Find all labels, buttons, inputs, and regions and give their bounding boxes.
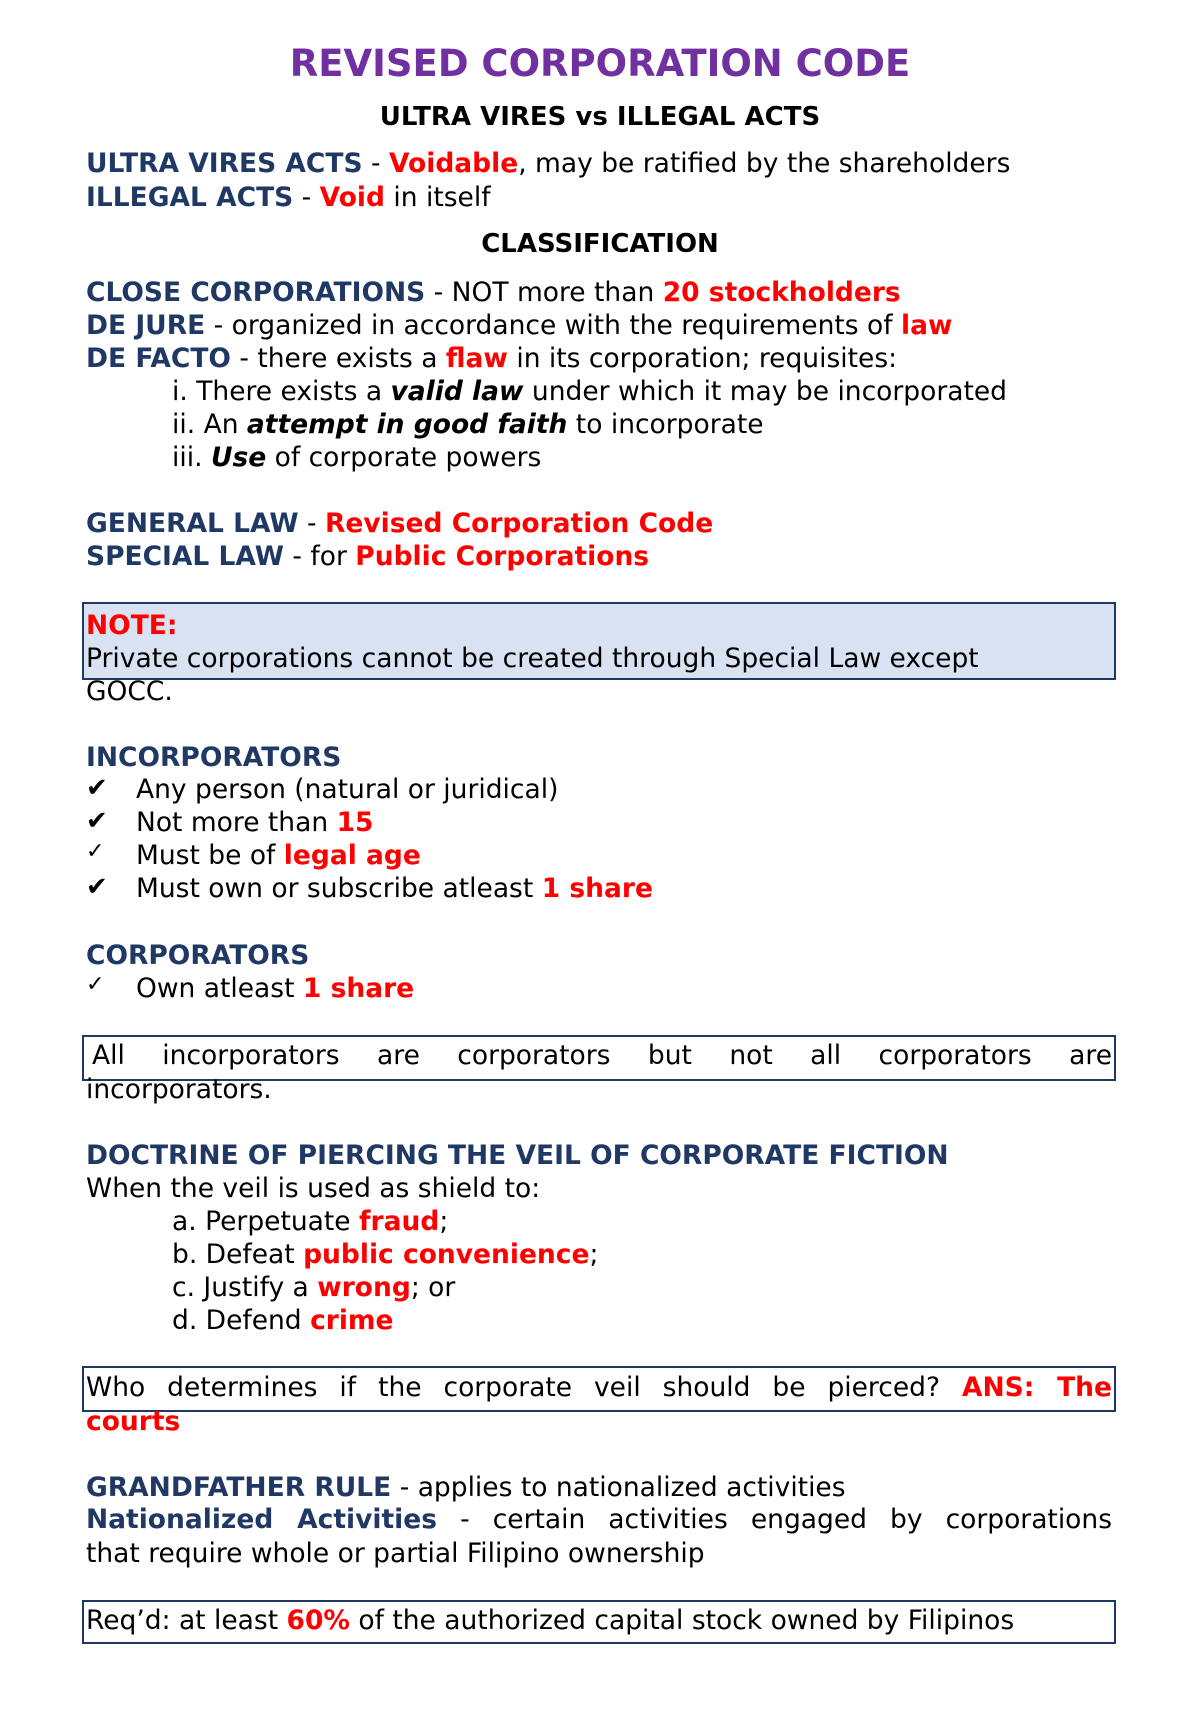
requisite-item: iii. Use of corporate powers	[172, 442, 542, 473]
list-item: Must be of legal age	[136, 840, 421, 871]
list-item: Own atleast 1 share	[136, 973, 415, 1004]
piercing-intro: When the veil is used as shield to:	[86, 1173, 541, 1204]
reqd-line: Req’d: at least 60% of the authorized capital stock owned by Filipinos	[86, 1605, 1015, 1636]
list-item: Not more than 15	[136, 807, 374, 838]
nationalized-activities-line: that require whole or partial Filipino ownership	[86, 1538, 705, 1569]
de-jure-line: DE JURE - organized in accordance with the requirements of law	[86, 310, 953, 341]
piercing-note-answer: courts	[86, 1406, 181, 1437]
incorporators-heading: INCORPORATORS	[86, 742, 342, 773]
ultra-vires-heading: ULTRA VIRES vs ILLEGAL ACTS	[379, 102, 821, 132]
corporators-heading: CORPORATORS	[86, 940, 310, 971]
requisite-item: ii. An attempt in good faith to incorporate	[172, 409, 764, 440]
check-icon: ✓	[86, 839, 105, 864]
list-item: Any person (natural or juridical)	[136, 774, 559, 805]
piercing-item: c. Justify a wrong; or	[172, 1272, 456, 1303]
key: Voidable	[388, 148, 519, 179]
general-law-line: GENERAL LAW - Revised Corporation Code	[86, 508, 714, 539]
classification-heading: CLASSIFICATION	[481, 229, 719, 259]
corporators-note-line: All incorporators are corporators but not all corporators are	[92, 1040, 1112, 1071]
check-icon: ✔	[86, 872, 108, 902]
key: Void	[319, 182, 385, 213]
piercing-item: d. Defend crime	[172, 1305, 394, 1336]
note-text: GOCC.	[86, 676, 173, 707]
piercing-note-question: Who determines if the corporate veil should be pierced? ANS: The	[86, 1372, 1113, 1403]
note-label: NOTE:	[86, 610, 178, 641]
de-facto-line: DE FACTO - there exists a flaw in its corporation; requisites:	[86, 343, 898, 374]
check-icon: ✓	[86, 972, 105, 997]
piercing-heading: DOCTRINE OF PIERCING THE VEIL OF CORPORATE FICTION	[86, 1140, 949, 1171]
list-item: Must own or subscribe atleast 1 share	[136, 873, 653, 904]
document-title: REVISED CORPORATION CODE	[289, 42, 911, 85]
corporators-note-line: incorporators.	[86, 1074, 272, 1105]
term: ULTRA VIRES ACTS	[86, 148, 363, 179]
check-icon: ✔	[86, 806, 108, 836]
piercing-item: a. Perpetuate fraud;	[172, 1206, 449, 1237]
ultra-vires-line: ULTRA VIRES ACTS - Voidable, may be ratified by the shareholders	[86, 148, 1011, 179]
check-icon: ✔	[86, 773, 108, 803]
illegal-acts-line: ILLEGAL ACTS - Void in itself	[86, 182, 491, 213]
term: ILLEGAL ACTS	[86, 182, 294, 213]
grandfather-rule-line: GRANDFATHER RULE - applies to nationalized activities	[86, 1472, 846, 1503]
requisite-item: i. There exists a valid law under which it may be incorporated	[172, 376, 1007, 407]
special-law-line: SPECIAL LAW - for Public Corporations	[86, 541, 650, 572]
nationalized-activities-line: Nationalized Activities - certain activities engaged by corporations	[86, 1504, 1112, 1535]
piercing-item: b. Defeat public convenience;	[172, 1239, 599, 1270]
note-text: Private corporations cannot be created through Special Law except	[86, 643, 979, 674]
close-corporations-line: CLOSE CORPORATIONS - NOT more than 20 stockholders	[86, 277, 901, 308]
